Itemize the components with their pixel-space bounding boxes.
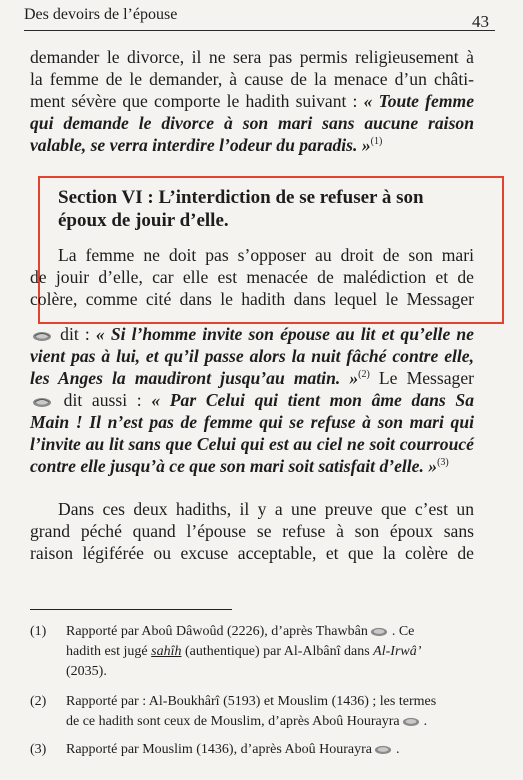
footnote-2-text-2 xyxy=(66,712,474,732)
para1-dit-aussi: dit aussi : xyxy=(54,390,152,410)
footnote-1-part-b: . Ce xyxy=(391,624,415,639)
para2-line-1: Dans ces deux hadiths, il y a une preuve que c’est un xyxy=(58,499,474,519)
section-heading-line-2: époux de jouir d’elle. xyxy=(58,210,229,231)
footnote-1-sahih: sahîh xyxy=(151,644,182,659)
para1-dit: dit : xyxy=(54,324,96,344)
footnote-3-number: (3) xyxy=(30,742,47,757)
honorific-glyph-icon xyxy=(370,626,390,638)
footnote-3-text xyxy=(66,740,474,760)
footnote-ref-1: (1) xyxy=(370,136,383,148)
hadith-quote-3-start: « Par Celui qui tient mon âme dans Sa xyxy=(151,390,474,410)
footnote-1-text-2 xyxy=(66,642,474,662)
footnote-ref-2: (2) xyxy=(358,369,370,381)
section-heading-line-1: Section VI : L’interdiction de se refuser à son xyxy=(58,187,424,208)
footnote-1-part-d: (authentique) par Al-Albânî dans xyxy=(181,644,374,659)
para1-line-3: colère, comme cité dans le hadith dans lequel le Messager xyxy=(30,289,474,309)
para1-line-10 xyxy=(30,455,474,477)
hadith-quote-1-end: valable, se verra interdire l’odeur du paradis. » xyxy=(30,135,371,155)
footnote-3-part-b: . xyxy=(395,742,400,757)
para2-line-3: raison légiférée ou excuse acceptable, et que la colère de xyxy=(30,543,474,563)
footnote-2-part-b: de ce hadith sont ceux de Mouslim, d’après Aboû Hourayra xyxy=(66,714,400,729)
hadith-quote-1-start: « Toute femme xyxy=(363,91,474,111)
footnote-1-part-a: Rapporté par Aboû Dâwoûd (2226), d’après Thawbân xyxy=(66,624,368,639)
footnote-1-line-1 xyxy=(30,622,474,642)
hadith-quote-2-start: « Si l’homme invite son épouse au lit et qu’elle ne xyxy=(95,324,474,344)
running-title: Des devoirs de l’épouse xyxy=(24,6,178,23)
footnote-2-line-2 xyxy=(30,712,474,732)
footnote-2-line-1 xyxy=(30,692,474,712)
footnote-1-irwa: Al-Irwâ’ xyxy=(373,644,422,659)
footnote-2-number: (2) xyxy=(30,694,47,709)
honorific-glyph-icon xyxy=(32,330,52,342)
footnote-2-part-c: . xyxy=(423,714,428,729)
hadith-quote-3-line-3: l’invite au lit sans que Celui qui est au ciel ne soit courroucé xyxy=(30,434,474,454)
para1-le-messager: Le Messager xyxy=(369,368,474,388)
para2-line-2: grand péché quand l’épouse se refuse à son époux sans xyxy=(30,521,474,541)
para1-line-2: de jouir d’elle, car elle est menacée de malédiction et de xyxy=(30,267,474,287)
hadith-quote-2-line-2: vient pas à lui, et qu’il passe alors la nuit fâché contre elle, xyxy=(30,346,474,366)
footnote-1-line-2 xyxy=(30,642,474,662)
intro-line-1: demander le divorce, il ne sera pas permis religieusement à xyxy=(30,47,474,67)
intro-line-2: la femme de le demander, à cause de la menace d’un châti- xyxy=(30,69,474,89)
hadith-quote-3-line-2: Main ! Il n’est pas de femme qui se refuse à son mari qui xyxy=(30,412,474,432)
footnote-1-line-3 xyxy=(30,662,474,682)
hadith-quote-1-line-2: qui demande le divorce à son mari sans aucune raison xyxy=(30,113,474,133)
footnote-3-line-1 xyxy=(30,740,474,760)
intro-line-3 xyxy=(30,90,474,112)
footnote-1-part-e: (2035). xyxy=(66,664,107,679)
hadith-quote-3-end: contre elle jusqu’à ce que son mari soit satisfait d’elle. » xyxy=(30,456,438,476)
footnote-3-part-a: Rapporté par Mouslim (1436), d’après Aboû Hourayra xyxy=(66,742,372,757)
honorific-glyph-icon xyxy=(32,396,52,408)
footnote-2-text-1: Rapporté par : Al-Boukhârî (5193) et Mouslim (1436) ; les termes xyxy=(66,694,437,709)
para1-line-6 xyxy=(30,367,474,389)
running-head xyxy=(24,4,495,31)
footnote-1-text xyxy=(66,622,474,642)
footnote-rule xyxy=(30,609,232,610)
para1-line-1: La femme ne doit pas s’opposer au droit de son mari xyxy=(58,245,474,265)
page-number: 43 xyxy=(472,12,489,31)
para1-line-4 xyxy=(30,323,474,345)
intro-line-5 xyxy=(30,134,474,156)
footnote-1-part-c: hadith est jugé xyxy=(66,644,152,659)
hadith-quote-2-end: les Anges la maudiront jusqu’au matin. » xyxy=(30,368,359,388)
para1-line-7 xyxy=(30,389,474,411)
footnote-ref-3: (3) xyxy=(437,457,449,469)
honorific-glyph-icon xyxy=(402,716,422,728)
intro-line-3-text: ment sévère que comporte le hadith suivant : xyxy=(30,91,364,111)
footnote-1-number: (1) xyxy=(30,624,47,639)
honorific-glyph-icon xyxy=(374,744,394,756)
